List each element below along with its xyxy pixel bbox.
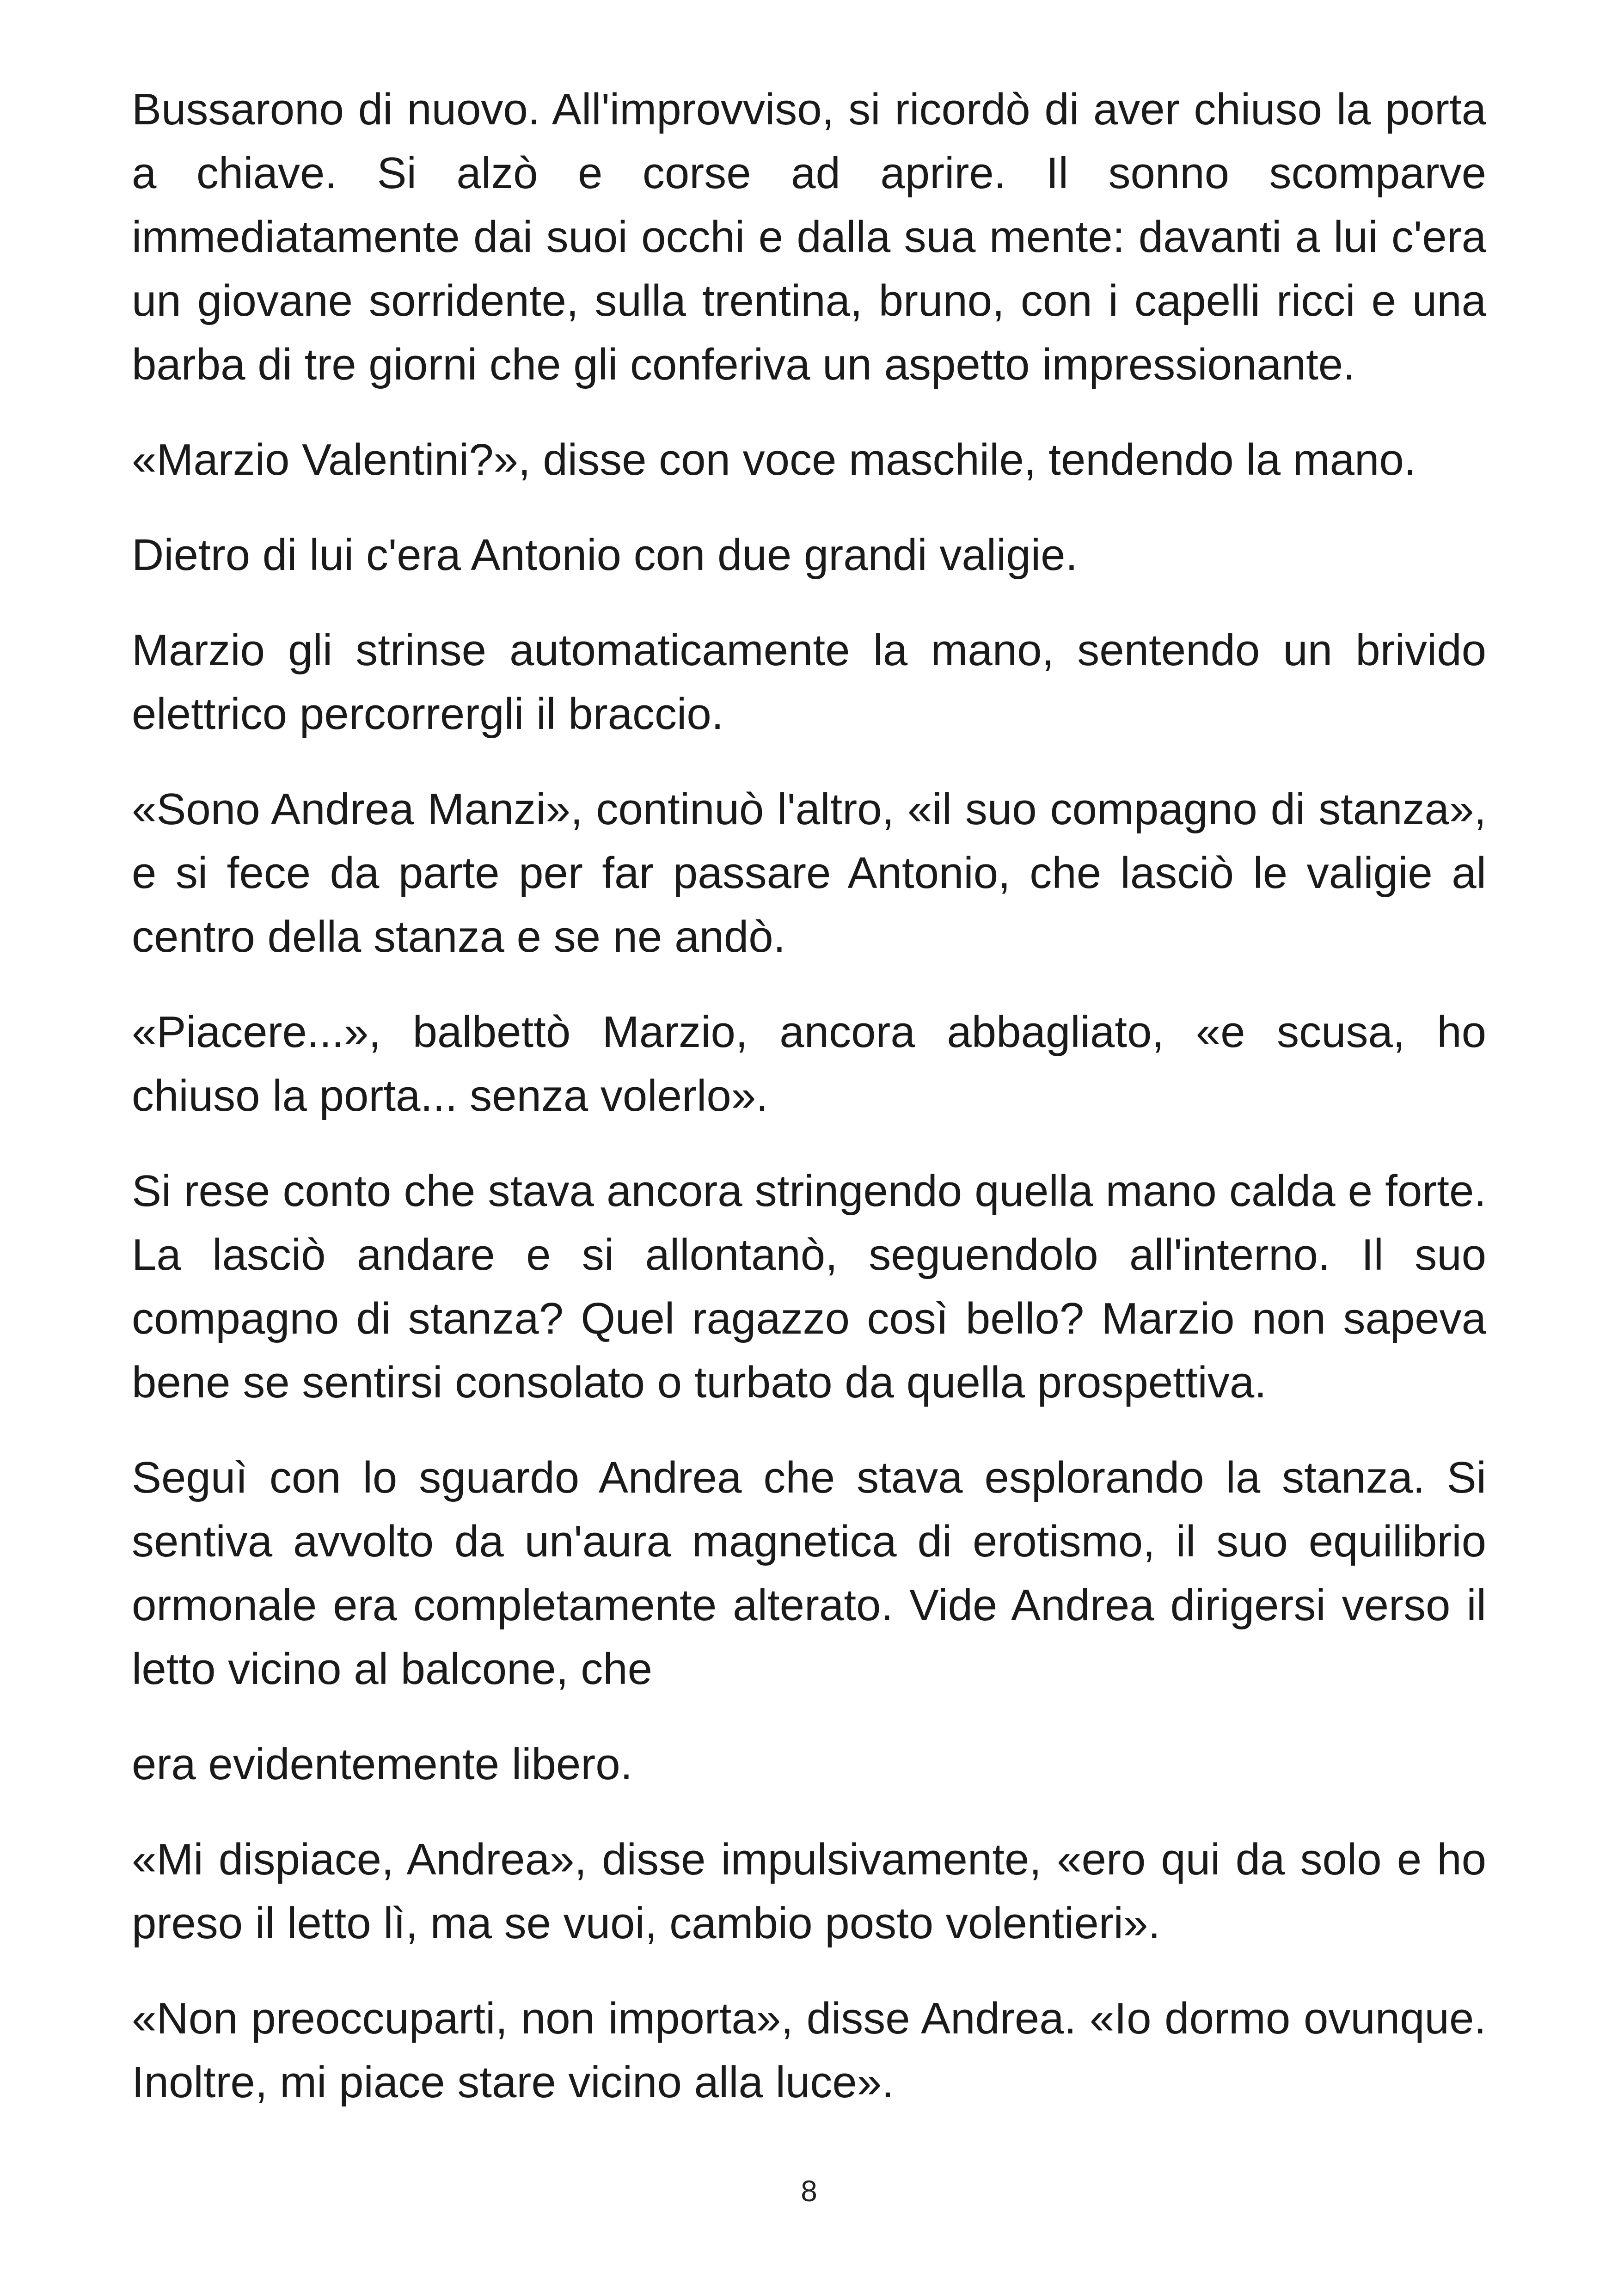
page-number: 8 [801, 2174, 817, 2208]
paragraph-9: era evidentemente libero. [132, 1739, 633, 1789]
paragraph-1: Bussarono di nuovo. All'improvviso, si ricordò di aver chiuso la porta a chiave. Si alzò e corse ad aprire. Il sonno scomparve immediatamente dai suoi occhi e dalla sua mente: davanti a lui c'era un giovane sorridente, sulla trentina, bruno, con i capelli ricci e una barba di tre giorni che gli conferiva un aspetto impressionante. [132, 85, 1486, 389]
body-text [132, 78, 1486, 2146]
paragraph-10: «Mi dispiace, Andrea», disse impulsivamente, «ero qui da solo e ho preso il letto lì, ma se vuoi, cambio posto volentieri». [132, 1835, 1486, 1948]
paragraph-3: Dietro di lui c'era Antonio con due grandi valigie. [132, 530, 1078, 580]
paragraph-11: «Non preoccuparti, non importa», disse Andrea. «Io dormo ovunque. Inoltre, mi piace stare vicino alla luce». [132, 1994, 1486, 2107]
paragraph-2: «Marzio Valentini?», disse con voce maschile, tendendo la mano. [132, 435, 1416, 484]
paragraph-6: «Piacere...», balbettò Marzio, ancora abbagliato, «e scusa, ho chiuso la porta... senza volerlo». [132, 1007, 1486, 1120]
paragraph-8: Seguì con lo sguardo Andrea che stava esplorando la stanza. Si sentiva avvolto da un'aura magnetica di erotismo, il suo equilibrio ormonale era completamente alterato. Vide Andrea dirigersi verso il letto vicino al balcone, che [132, 1453, 1486, 1694]
paragraph-4: Marzio gli strinse automaticamente la mano, sentendo un brivido elettrico percorrergli il braccio. [132, 625, 1486, 739]
paragraph-7: Si rese conto che stava ancora stringendo quella mano calda e forte. La lasciò andare e si allontanò, seguendolo all'interno. Il suo compagno di stanza? Quel ragazzo così bello? Marzio non sapeva bene se sentirsi consolato o turbato da quella prospettiva. [132, 1166, 1486, 1407]
paragraph-5: «Sono Andrea Manzi», continuò l'altro, «il suo compagno di stanza», e si fece da parte per far passare Antonio, che lasciò le valigie al centro della stanza e se ne andò. [132, 784, 1486, 961]
